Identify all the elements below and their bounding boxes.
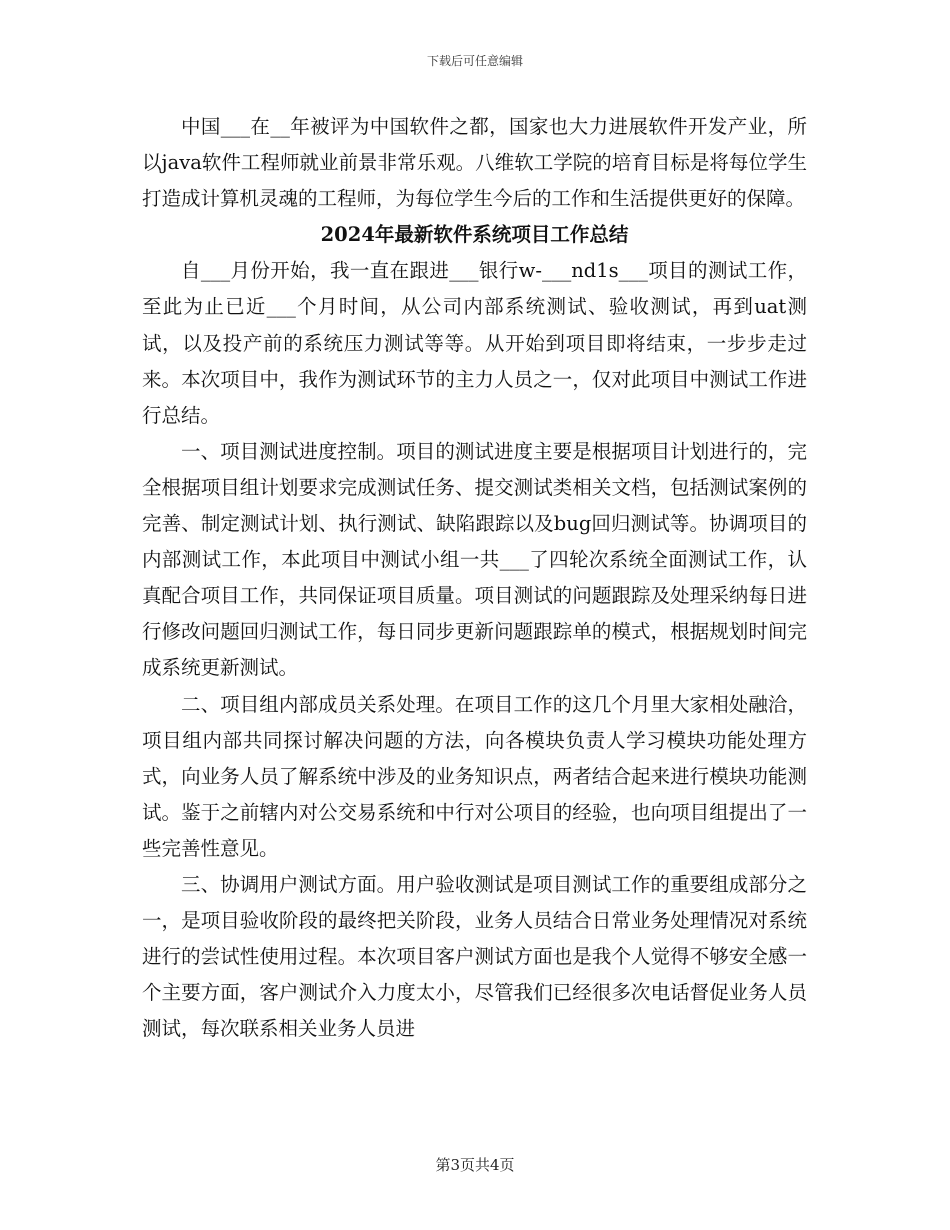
document-title: 2024年最新软件系统项目工作总结 [320,223,629,247]
document-body [142,109,807,1047]
body-paragraph: 一、项目测试进度控制。项目的测试进度主要是根据项目计划进行的，完全根据项目组计划要求完成测试任务、提交测试类相关文档，包括测试案例的完善、制定测试计划、执行测试、缺陷跟踪以及bug回归测试等。协调项目的内部测试工作，本此项目中测试小组一共___了四轮次系统全面测试工作，认真配合项目工作，共同保证项目质量。项目测试的问题跟踪及处理采纳每日进行修改问题回归测试工作，每日同步更新问题跟踪单的模式，根据规划时间完成系统更新测试。 [142,439,807,680]
page-footer: 第3页共4页 [435,1156,515,1174]
body-paragraph: 三、协调用户测试方面。用户验收测试是项目测试工作的重要组成部分之一，是项目验收阶段的最终把关阶段，业务人员结合日常业务处理情况对系统进行的尝试性使用过程。本次项目客户测试方面也是我个人觉得不够安全感一个主要方面，客户测试介入力度太小，尽管我们已经很多次电话督促业务人员测试，每次联系相关业务人员进 [142,872,807,1041]
page-header: 下载后可任意编辑 [426,54,523,68]
body-paragraph: 自___月份开始，我一直在跟进___银行w-___nd1s___项目的测试工作，至此为止已近___个月时间，从公司内部系统测试、验收测试，再到uat测试，以及投产前的系统压力测试等等。从开始到项目即将结束，一步步走过来。本次项目中，我作为测试环节的主力人员之一，仅对此项目中测试工作进行总结。 [142,259,807,427]
body-paragraph: 二、项目组内部成员关系处理。在项目工作的这几个月里大家相处融洽，项目组内部共同探讨解决问题的方法，向各模块负责人学习模块功能处理方式，向业务人员了解系统中涉及的业务知识点，两者结合起来进行模块功能测试。鉴于之前辖内对公交易系统和中行对公项目的经验，也向项目组提出了一些完善性意见。 [142,692,807,860]
intro-paragraph: 中国___在__年被评为中国软件之都，国家也大力进展软件开发产业，所以java软件工程师就业前景非常乐观。八维软工学院的培育目标是将每位学生打造成计算机灵魂的工程师，为每位学生今后的工作和生活提供更好的保障。 [142,115,807,211]
